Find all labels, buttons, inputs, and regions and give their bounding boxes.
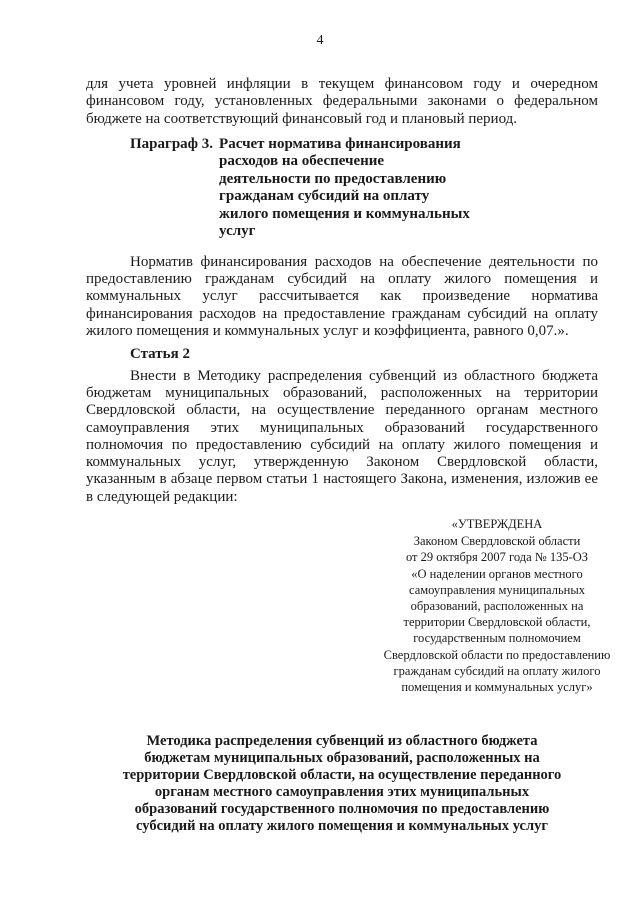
intro-paragraph: для учета уровней инфляции в текущем финансовом году и очередном финансовом году, установленных федеральными законами о федеральном бюджете на соответствующий финансовый год и плановый период. xyxy=(86,76,598,127)
approval-law: Законом Свердловской области xyxy=(413,534,581,549)
page-content xyxy=(86,76,611,835)
approval-title: «УТВЕРЖДЕНА xyxy=(451,517,543,532)
page-number: 4 xyxy=(316,33,324,48)
article-title: Статья 2 xyxy=(130,346,190,363)
section-heading xyxy=(130,136,598,241)
section-title: Расчет норматива финансирования расходов на обеспечение деятельности по предоставлению гражданам субсидий на оплату жилого помещения и коммунальных услуг xyxy=(219,135,470,240)
approval-block xyxy=(382,516,612,695)
method-title: Методика распределения субвенций из областного бюджета бюджетам муниципальных образований, расположенных на территории Свердловской области, на осуществление переданного органам местного самоуправления этих муниципальных образований государственного полномочия по предоставлению субсидий на оплату жилого помещения и коммунальных услуг xyxy=(122,733,562,835)
approval-date: от 29 октября 2007 года № 135-ОЗ xyxy=(405,550,589,565)
section-label: Параграф 3. xyxy=(130,135,214,152)
article-paragraph: Внести в Методику распределения субвенций из областного бюджета бюджетам муниципальных образований, расположенных на территории Свердловской области, на осуществление переданного органам местного самоуправления этих муниципальных образований государственного полномочия по предоставлению субсидий на оплату жилого помещения и коммунальных услуг, утвержденную Законом Свердловской области, указанным в абзаце первом статьи 1 настоящего Закона, изменения, изложив ее в следующей редакции: xyxy=(86,367,598,505)
section-paragraph: Норматив финансирования расходов на обеспечение деятельности по предоставлению гражданам субсидий на оплату жилого помещения и коммунальных услуг рассчитывается как произведение норматива финансирования расходов на предоставление гражданам субсидий на оплату жилого помещения и коммунальных услуг и коэффициента, равного 0,07.». xyxy=(86,253,598,340)
approval-law-name: «О наделении органов местного самоуправления муниципальных образований, расположенных на территории Свердловской области, государственным полномочием Свердловской области по предоставлению гражданам субсидий на оплату жилого помещения и коммунальных услуг» xyxy=(383,566,611,695)
